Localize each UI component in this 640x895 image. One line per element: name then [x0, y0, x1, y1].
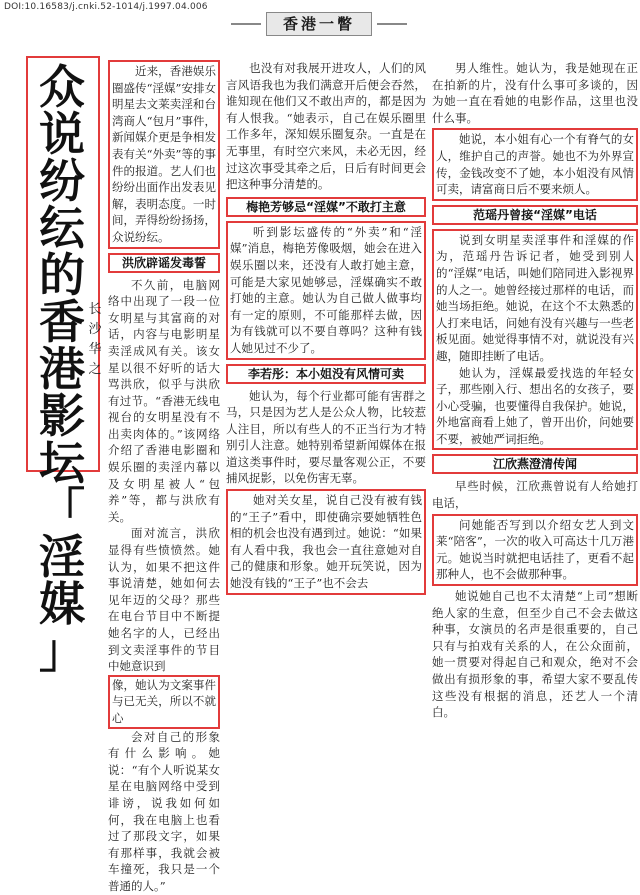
paragraph: 问她能否写到以介绍女艺人到文莱“陪客”，一次的收入可高达十几万港元。她说当时就把电话挂了，更看不起那种人，也不会做那种事。: [436, 517, 634, 582]
title-char: 纷: [39, 154, 85, 208]
paragraph: 她对关女星，说自己没有被有钱的“王子”看中，即使确宗要她牺牲色相的机会也没有遇到过。她说：“如果有人看中我，我也会一直往意她对自己的健康和形象。她开玩笑说，因为她没有钱的“王子”也不会去: [230, 493, 422, 591]
bottom-highlight: [226, 489, 426, 595]
title-char: 纭: [39, 201, 85, 255]
intro-highlight: [108, 60, 220, 249]
author-char: 沙: [88, 322, 102, 337]
author-byline: [88, 300, 102, 380]
title-char: 」: [39, 624, 85, 678]
doi-header: DOI:10.16583/j.cnki.52-1014/j.1997.04.006: [4, 2, 208, 12]
title-char: 媒: [39, 577, 85, 631]
paragraph: 不久前，电脑网络中出现了一段一位女明星与其富商的对话，内容与电影明星卖淫成风有关。该女星以很不好听的话大骂洪欣，似乎与洪欣有过节。“香港无线电视台的女明星没有不出卖肉体的。”该网络介绍了香港电影圈和娱乐圈的卖淫内幕以及女明星被人“包养”等，都与洪欣有关。: [108, 277, 220, 524]
subheading-carmen-lee: 李若彤：本小姐没有风情可卖: [226, 364, 426, 384]
paragraph: 说到女明星卖淫事件和淫媒的作为，范瑶丹告诉记者，她受到别人的“淫媒”电话，叫她们陪同进入影视界的人之一。她曾经接过那样的电话，而她当场拒绝。她说，在这个不太熟悉的人打来电话，问她有没有兴趣与一些老板见面。她觉得事情不对，就说没有兴趣，随即挂断了电话。: [436, 232, 634, 363]
paragraph: 她说，本小姐有心一个有脊气的女人，维护自己的声誉。她也不为外界宣传，金钱改变不了她，本小姐没有风情可卖，请富商日后不要来烦人。: [436, 132, 634, 197]
column-2: [226, 60, 426, 606]
subheading-fan-yaodan: 范瑶丹曾接“淫媒”电话: [432, 205, 638, 225]
masthead-section-title: 香港一瞥: [266, 12, 372, 36]
jiang-xinyan-highlight: [432, 514, 638, 586]
subheading-jiang-xinyan: 江欣燕澄清传闻: [432, 454, 638, 474]
subheading-hongxin: 洪欣辟谣发毒誓: [108, 253, 220, 273]
paragraph: 早些时候，江欣燕曾说有人给她打电话，: [432, 479, 638, 511]
title-char: 影: [39, 389, 85, 443]
title-char: 港: [39, 342, 85, 396]
intro-paragraph: 近来，香港娱乐圈盛传“淫媒”安排女明星去文莱卖淫和台湾商人“包月”事件，新闻媒介更是争相发表有关“外卖”等的事件的报道。艺人们也纷纷出面作出发表见解，表明态度。一时间，弄得纷纷扬扬，众说纷纭。: [112, 64, 216, 244]
author-char: 长: [88, 302, 102, 317]
paragraph: 面对流言，洪欣显得有些愤愤然。她认为，如果不把这件事说清楚，她如何去见年迈的父母？那些在电台节目中不断提她名字的人，已经出到文卖淫事件的节目中她意识到: [108, 526, 220, 674]
column-3: [432, 60, 638, 720]
paragraph: 她认为，淫媒最爱找选的年轻女子，那些刚入行、想出名的女孩子，要小心受骗，也要懂得自我保护。她说，外地富商看上她了，曾开出价，问她要不要，被她严词拒绝。: [436, 365, 634, 446]
carmen-lee-highlight: [432, 128, 638, 200]
author-char: 之: [88, 362, 102, 377]
title-char: 香: [39, 295, 85, 349]
subheading-anita-mui: 梅艳芳够忌“淫媒”不敢打主意: [226, 197, 426, 217]
paragraph: 也没有对我展开进攻人，人们的风言风语我也为我们满意开后便会吞然，谁知现在他们又不敢出声的，都是因为有人恨我。“她表示，自己在娱乐圈里工作多年，深知娱乐圈复杂。一直是在无事里，有时空穴来风，未必无因，经过这次事受其牵之后，日后有时间更会把这种事分清楚的。: [226, 61, 426, 192]
author-char: 华: [88, 342, 102, 357]
title-char: 「: [39, 483, 85, 537]
highlight-line: 像，她认为文案事件与已无关，所以不就心: [108, 675, 220, 729]
paragraph: 男人维性。她认为，我是她现在正在拍新的片，没有什么事可多谈的，因为她一直在看她的电影作品，这里也没什么事。: [432, 61, 638, 125]
article-title: [36, 60, 88, 678]
title-char: 坛: [39, 436, 85, 490]
title-char: 说: [39, 107, 85, 161]
anita-mui-highlight: [226, 221, 426, 360]
paragraph: 她说她自己也不太清楚“上司”想断绝人家的生意，但至少自己不会去做这种事，女演员的名声是很重要的，自己只有与拍戏有关系的人，在公众面前，她一贯要对得起自己和观众，绝对不会做出有损形象的事，希望大家不要乱传这些没有根据的消息，还艺人一个清白。: [432, 589, 638, 720]
paragraph: 听到影坛盛传的“外卖”和“淫媒”消息，梅艳芳像吸烟，她会在进入娱乐圈以来，还没有人敢打她主意，可能是大家见她够忌，淫媒确实不敢打她的主意。她认为自己做人做事均有一定的原则，不可能那样去做，因为有钱就可以不要自尊吗？这种有钱人她见过不少了。: [230, 224, 422, 355]
fan-yaodan-highlight: [432, 229, 638, 451]
paragraph: 她认为，每个行业都可能有害群之马，只是因为艺人是公众人物，比较惹人注目，所以有些人的不正当行为才特别引人注意。她特别希望新闻媒体在报道这类事件时，要尽量客观公正，不要捕风捉影，以免伤害无辜。: [226, 388, 426, 486]
title-char: 的: [39, 248, 85, 302]
column-1: [108, 58, 220, 893]
title-char: 众: [39, 60, 85, 114]
paragraph: 会对自己的形象有什么影响。她说：“有个人听说某女星在电脑网络中受到诽谤，说我如何如何，我在电脑上也看过了那段文字，如果有那样事，我就会被车撞死，我只是一个普通的人。”: [108, 729, 220, 893]
title-char: 淫: [39, 530, 85, 584]
